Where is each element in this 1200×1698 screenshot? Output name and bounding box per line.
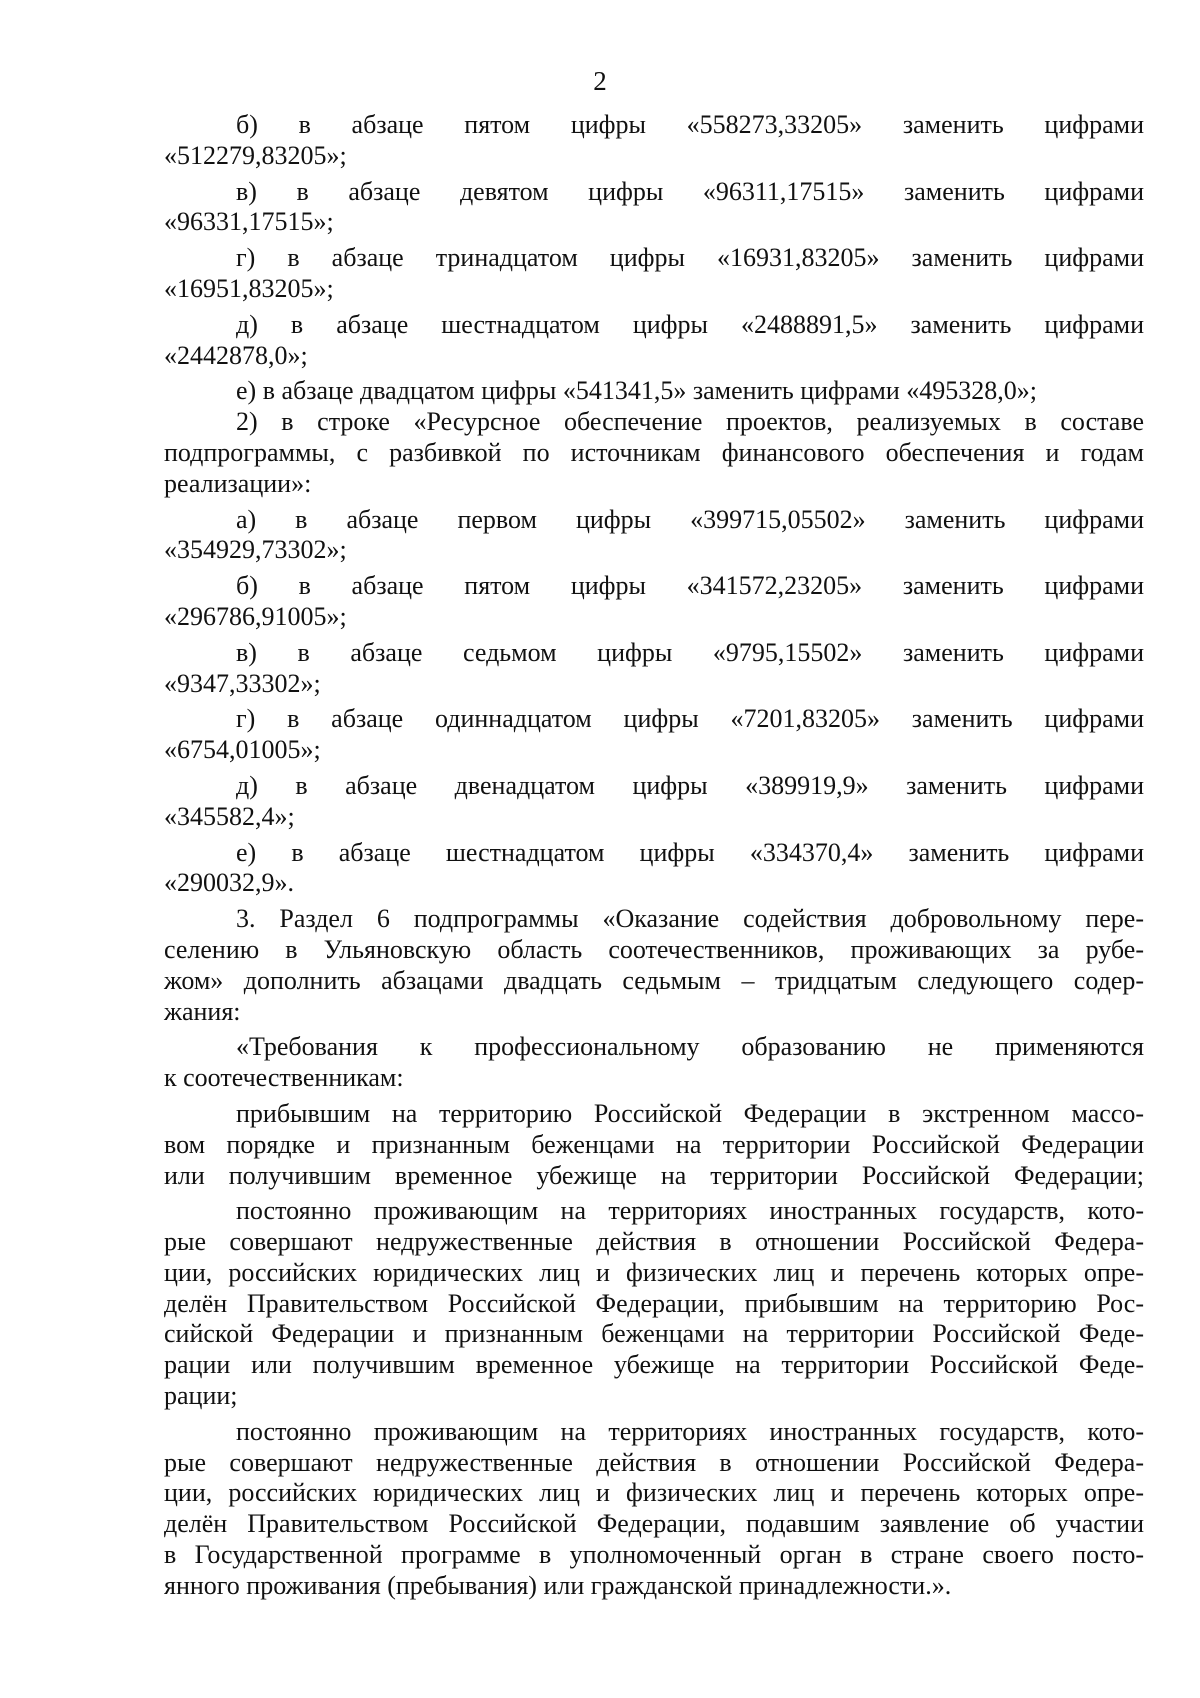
text-line: г) в абзаце одиннадцатом цифры «7201,83205» заменить цифрами <box>236 704 1144 734</box>
text-line: в) в абзаце девятом цифры «96311,17515» заменить цифрами <box>236 176 1144 206</box>
text-line: «96331,17515»; <box>164 207 334 237</box>
text-line: янного проживания (пребывания) или гражданской принадлежности.». <box>164 1570 952 1600</box>
text-line: рации или получившим временное убежище на территории Российской Феде- <box>164 1350 1144 1380</box>
text-line: е) в абзаце шестнадцатом цифры «334370,4» заменить цифрами <box>236 837 1144 867</box>
text-line: 2) в строке «Ресурсное обеспечение проектов, реализуемых в составе <box>236 407 1144 437</box>
text-line: прибывшим на территорию Российской Федерации в экстренном массо- <box>236 1098 1144 1128</box>
text-line: жом» дополнить абзацами двадцать седьмым – тридцатым следующего содер- <box>164 965 1144 995</box>
text-line: д) в абзаце шестнадцатом цифры «2488891,5» заменить цифрами <box>236 309 1144 339</box>
text-line: б) в абзаце пятом цифры «558273,33205» заменить цифрами <box>236 110 1144 139</box>
text-line: постоянно проживающим на территориях иностранных государств, кото- <box>236 1196 1144 1226</box>
text-line: «296786,91005»; <box>164 601 347 631</box>
document-body <box>164 110 1144 1602</box>
text-line: «6754,01005»; <box>164 735 321 765</box>
page-number: 2 <box>593 66 607 96</box>
text-line: или получившим временное убежище на территории Российской Федерации; <box>164 1160 1144 1190</box>
text-line: г) в абзаце тринадцатом цифры «16931,83205» заменить цифрами <box>236 243 1144 273</box>
text-line: 3. Раздел 6 подпрограммы «Оказание содействия добровольному пере- <box>236 904 1144 934</box>
text-line: рации; <box>164 1381 238 1411</box>
text-line: «Требования к профессиональному образованию не применяются <box>236 1032 1144 1062</box>
text-line: «16951,83205»; <box>164 273 334 303</box>
text-line: «2442878,0»; <box>164 340 308 370</box>
text-line: постоянно проживающим на территориях иностранных государств, кото- <box>236 1416 1144 1446</box>
text-line: сийской Федерации и признанным беженцами на территории Российской Феде- <box>164 1319 1144 1349</box>
text-line: «345582,4»; <box>164 801 295 831</box>
text-line: «9347,33302»; <box>164 668 321 698</box>
text-line: в Государственной программе в уполномоченный орган в стране своего посто- <box>164 1540 1144 1570</box>
text-line: ции, российских юридических лиц и физических лиц и перечень которых опре- <box>164 1257 1144 1287</box>
text-line: «512279,83205»; <box>164 140 347 170</box>
text-line: селению в Ульяновскую область соотечественников, проживающих за рубе- <box>164 934 1144 964</box>
text-line: а) в абзаце первом цифры «399715,05502» заменить цифрами <box>236 504 1144 534</box>
text-line: вом порядке и признанным беженцами на территории Российской Федерации <box>164 1129 1144 1159</box>
text-line: б) в абзаце пятом цифры «341572,23205» заменить цифрами <box>236 571 1144 601</box>
text-line: к соотечественникам: <box>164 1063 404 1093</box>
text-line: жания: <box>164 996 241 1026</box>
text-line: е) в абзаце двадцатом цифры «541341,5» заменить цифрами «495328,0»; <box>236 376 1037 406</box>
text-line: «290032,9». <box>164 868 294 898</box>
text-line: делён Правительством Российской Федерации, подавшим заявление об участии <box>164 1509 1144 1539</box>
text-line: подпрограммы, с разбивкой по источникам финансового обеспечения и годам <box>164 437 1144 467</box>
text-line: рые совершают недружественные действия в отношении Российской Федера- <box>164 1227 1144 1257</box>
text-line: рые совершают недружественные действия в отношении Российской Федера- <box>164 1447 1144 1477</box>
text-line: д) в абзаце двенадцатом цифры «389919,9» заменить цифрами <box>236 770 1144 800</box>
text-line: делён Правительством Российской Федерации, прибывшим на территорию Рос- <box>164 1288 1144 1318</box>
text-line: в) в абзаце седьмом цифры «9795,15502» заменить цифрами <box>236 637 1144 667</box>
text-line: реализации»: <box>164 468 312 498</box>
text-line: «354929,73302»; <box>164 535 347 565</box>
text-line: ции, российских юридических лиц и физических лиц и перечень которых опре- <box>164 1478 1144 1508</box>
